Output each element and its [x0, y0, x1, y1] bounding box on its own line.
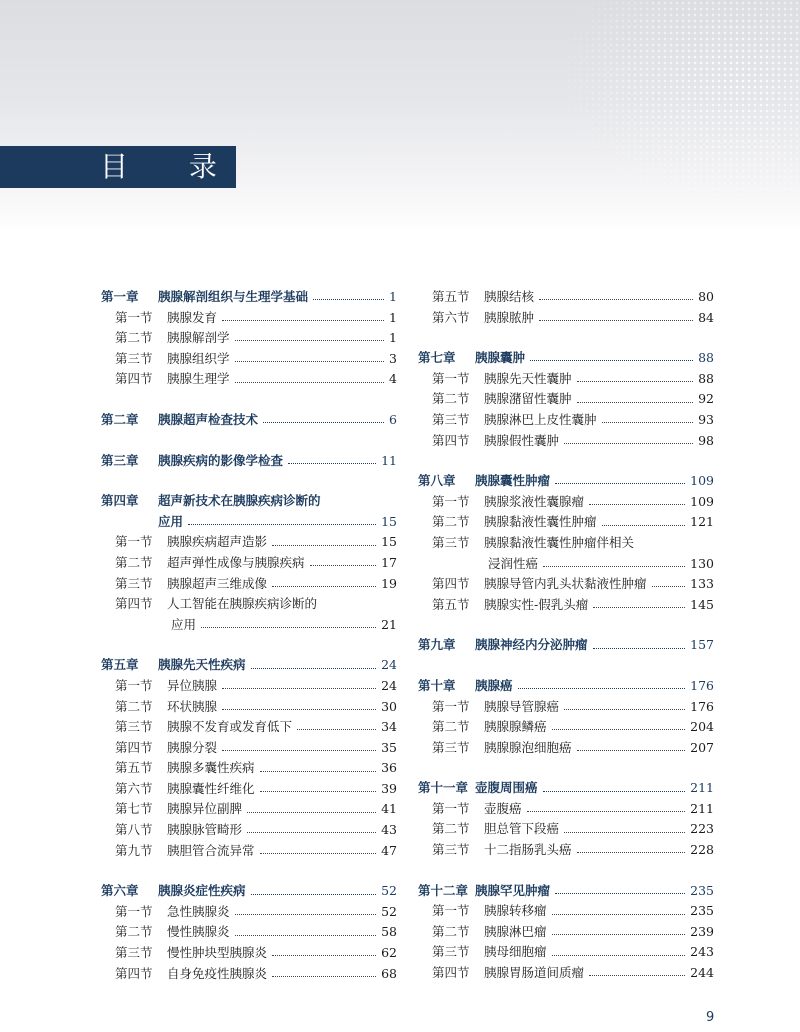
- toc-page-number: 62: [381, 945, 397, 961]
- section-number: 第四节: [115, 596, 153, 612]
- toc-section-row[interactable]: [418, 369, 714, 390]
- toc-section-row[interactable]: [101, 779, 397, 800]
- toc-chapter-row[interactable]: [418, 778, 714, 799]
- toc-section-row[interactable]: [101, 615, 397, 636]
- toc-page-number: 145: [690, 596, 714, 612]
- section-title: 胰腺先天性囊肿: [484, 370, 572, 386]
- dot-leader: [552, 913, 686, 915]
- toc-gap: [418, 615, 714, 635]
- chapter-number: 第十一章: [418, 780, 469, 796]
- toc-section-row[interactable]: [101, 697, 397, 718]
- toc-gap: [101, 431, 397, 451]
- chapter-number: 第一章: [101, 289, 139, 304]
- toc-page-number: 239: [690, 923, 714, 939]
- section-title: 胰腺假性囊肿: [484, 432, 560, 448]
- toc-section-row[interactable]: [418, 819, 714, 840]
- toc-page-number: 4: [389, 371, 397, 387]
- toc-chapter-row[interactable]: [101, 655, 397, 676]
- toc-section-row[interactable]: [418, 799, 714, 820]
- section-number: 第三节: [115, 350, 153, 366]
- section-number: 第二节: [432, 514, 470, 530]
- dot-leader: [272, 585, 376, 587]
- chapter-number: 第四章: [101, 493, 139, 509]
- toc-section-row[interactable]: [418, 922, 714, 943]
- dot-leader: [589, 503, 685, 505]
- dot-leader: [539, 319, 693, 321]
- toc-page-number: 98: [698, 432, 714, 448]
- section-title: 胰腺黏液性囊性肿瘤伴相关: [484, 534, 635, 550]
- dot-leader: [188, 523, 376, 525]
- toc-page-number: 21: [381, 616, 397, 632]
- toc-section-row[interactable]: [101, 758, 397, 779]
- section-title: 胰腺淋巴上皮性囊肿: [484, 411, 597, 427]
- toc-gap: [101, 390, 397, 410]
- section-number: 第三节: [115, 945, 153, 961]
- section-title: 胰腺组织学: [167, 350, 230, 366]
- toc-section-row[interactable]: [101, 369, 397, 390]
- section-title: 超声弹性成像与胰腺疾病: [167, 554, 305, 570]
- dot-leader: [602, 524, 686, 526]
- section-number: 第一节: [115, 309, 153, 325]
- toc-section-row[interactable]: [418, 512, 714, 533]
- dot-leader: [589, 974, 685, 976]
- section-title: 胰腺腺泡细胞癌: [484, 739, 572, 755]
- section-title: 急性胰腺炎: [167, 903, 230, 919]
- chapter-title: 胰腺疾病的影像学检查: [158, 452, 284, 468]
- toc-page-number: 52: [381, 883, 397, 899]
- section-number: 第二节: [432, 821, 470, 837]
- toc-page-number: 1: [389, 289, 397, 304]
- dot-leader: [552, 954, 686, 956]
- dot-leader: [235, 913, 377, 915]
- dot-leader: [260, 770, 377, 772]
- toc-section-row[interactable]: [418, 431, 714, 452]
- chapter-title: 壶腹周围癌: [475, 780, 538, 796]
- chapter-number: 第七章: [418, 350, 456, 366]
- dot-leader: [251, 893, 377, 895]
- toc-page-number: 1: [389, 330, 397, 346]
- chapter-title: 胰腺罕见肿瘤: [475, 882, 551, 898]
- toc-page-number: 228: [690, 842, 714, 858]
- toc-page-number: 24: [381, 677, 397, 693]
- toc-section-row[interactable]: [418, 554, 714, 575]
- dot-leader: [577, 851, 686, 853]
- toc-page-number: 68: [381, 965, 397, 981]
- dot-leader: [235, 934, 377, 936]
- section-title: 胰腺超声三维成像: [167, 575, 268, 591]
- section-number: 第三节: [115, 719, 153, 735]
- toc-section-row[interactable]: [101, 820, 397, 841]
- toc-section-row[interactable]: [101, 964, 397, 985]
- toc-section-row[interactable]: [418, 574, 714, 595]
- toc-page-number: 109: [690, 473, 714, 489]
- dot-leader: [564, 708, 685, 710]
- toc-page-number: 109: [690, 493, 714, 509]
- toc-page-number: 157: [690, 637, 714, 653]
- section-title: 胰腺囊性纤维化: [167, 780, 255, 796]
- toc-section-row[interactable]: [101, 902, 397, 923]
- toc-page-number: 43: [381, 822, 397, 838]
- section-number: 第七节: [115, 801, 153, 817]
- section-number: 第一节: [115, 903, 153, 919]
- toc-page-number: 133: [690, 576, 714, 592]
- section-title: 胰腺解剖学: [167, 330, 230, 346]
- toc-gap: [418, 758, 714, 778]
- section-title: 胰母细胞瘤: [484, 944, 547, 960]
- chapter-title: 胰腺炎症性疾病: [158, 883, 246, 899]
- dot-leader: [272, 544, 376, 546]
- dot-leader: [297, 728, 376, 730]
- dot-leader: [577, 380, 694, 382]
- dot-leader: [235, 339, 385, 341]
- section-title: 胆总管下段癌: [484, 821, 560, 837]
- dot-leader: [593, 606, 685, 608]
- toc-gap: [418, 861, 714, 881]
- dot-leader: [552, 728, 686, 730]
- toc-page-number: 243: [690, 944, 714, 960]
- section-number: 第二节: [115, 698, 153, 714]
- toc-chapter-row[interactable]: [418, 676, 714, 697]
- dot-leader: [555, 892, 685, 894]
- chapter-title: 应用: [158, 513, 184, 529]
- section-title: 胰腺不发育或发育低下: [167, 719, 293, 735]
- dot-leader: [518, 687, 686, 689]
- toc-chapter-row[interactable]: [101, 881, 397, 902]
- toc-section-row[interactable]: [101, 532, 397, 553]
- toc-gap: [418, 451, 714, 471]
- toc-page-number: 1: [389, 309, 397, 325]
- toc-page-number: 93: [698, 411, 714, 427]
- section-title: 胰腺实性-假乳头瘤: [484, 596, 589, 612]
- section-title: 人工智能在胰腺疾病诊断的: [167, 596, 318, 612]
- section-number: 第六节: [432, 309, 470, 325]
- toc-section-row[interactable]: [101, 349, 397, 370]
- dot-leader: [247, 831, 376, 833]
- section-title: 胰腺胃肠道间质瘤: [484, 965, 585, 981]
- dot-leader: [652, 585, 686, 587]
- header-dot-pattern: [560, 0, 800, 220]
- toc-page-number: 34: [381, 719, 397, 735]
- dot-leader: [313, 298, 384, 300]
- dot-leader: [564, 831, 685, 833]
- section-number: 第一节: [432, 493, 470, 509]
- toc-section-row[interactable]: [101, 799, 397, 820]
- section-title: 胰腺生理学: [167, 371, 230, 387]
- section-number: 第二节: [115, 924, 153, 940]
- section-title: 胰胆管合流异常: [167, 842, 255, 858]
- toc-page-number: 58: [381, 924, 397, 940]
- section-title: 慢性胰腺炎: [167, 924, 230, 940]
- toc-section-row[interactable]: [101, 308, 397, 329]
- section-title: 胰腺潴留性囊肿: [484, 391, 572, 407]
- toc-page-number: 3: [389, 350, 397, 366]
- toc-page-number: 235: [690, 882, 714, 898]
- toc-page-number: 244: [690, 965, 714, 981]
- toc-page-number: 80: [698, 289, 714, 304]
- section-title: 胰腺疾病超声造影: [167, 534, 268, 550]
- chapter-number: 第八章: [418, 473, 456, 489]
- section-number: 第四节: [115, 371, 153, 387]
- section-number: 第一节: [115, 534, 153, 550]
- section-number: 第五节: [115, 760, 153, 776]
- chapter-number: 第五章: [101, 657, 139, 673]
- dot-leader: [530, 359, 693, 361]
- chapter-number: 第二章: [101, 411, 139, 427]
- section-number: 第三节: [432, 411, 470, 427]
- dot-leader: [247, 811, 376, 813]
- section-title: 胰腺分裂: [167, 739, 218, 755]
- toc-section-row[interactable]: [101, 676, 397, 697]
- toc-section-row[interactable]: [101, 594, 397, 615]
- dot-leader: [260, 790, 377, 792]
- toc-section-row[interactable]: [101, 328, 397, 349]
- section-number: 第五节: [432, 596, 470, 612]
- toc-page-number: 30: [381, 698, 397, 714]
- section-number: 第三节: [432, 842, 470, 858]
- section-number: 第三节: [115, 575, 153, 591]
- toc-page-number: 92: [698, 391, 714, 407]
- section-number: 第二节: [432, 923, 470, 939]
- toc-section-row[interactable]: [101, 738, 397, 759]
- toc-section-row[interactable]: [101, 943, 397, 964]
- toc-section-row[interactable]: [418, 308, 714, 329]
- page-title: 目 录: [100, 150, 243, 183]
- section-title: 应用: [171, 616, 197, 632]
- toc-section-row[interactable]: [101, 717, 397, 738]
- dot-leader: [222, 749, 376, 751]
- section-number: 第一节: [432, 698, 470, 714]
- section-title: 胰腺浆液性囊腺瘤: [484, 493, 585, 509]
- toc-section-row[interactable]: [418, 901, 714, 922]
- toc-gap: [101, 861, 397, 881]
- chapter-number: 第九章: [418, 637, 456, 653]
- section-number: 第二节: [432, 719, 470, 735]
- dot-leader: [552, 933, 686, 935]
- toc-section-row[interactable]: [101, 574, 397, 595]
- dot-leader: [527, 810, 686, 812]
- section-number: 第一节: [432, 800, 470, 816]
- toc-section-row[interactable]: [418, 840, 714, 861]
- dot-leader: [263, 421, 384, 423]
- dot-leader: [222, 687, 376, 689]
- dot-leader: [602, 421, 694, 423]
- dot-leader: [539, 298, 693, 300]
- section-number: 第五节: [432, 289, 470, 304]
- toc-section-row[interactable]: [418, 287, 714, 308]
- chapter-title: 胰腺解剖组织与生理学基础: [158, 289, 309, 304]
- dot-leader: [260, 852, 377, 854]
- section-title: 胰腺脓肿: [484, 309, 535, 325]
- toc-page-number: 17: [381, 554, 397, 570]
- toc-page-number: 176: [690, 698, 714, 714]
- dot-leader: [543, 790, 686, 792]
- dot-leader: [222, 708, 376, 710]
- toc-page-number: 235: [690, 903, 714, 919]
- section-title: 自身免疫性胰腺炎: [167, 965, 268, 981]
- toc-page-number: 36: [381, 760, 397, 776]
- toc-section-row[interactable]: [418, 492, 714, 513]
- toc-chapter-row[interactable]: [418, 635, 714, 656]
- section-number: 第二节: [115, 330, 153, 346]
- dot-leader: [310, 564, 377, 566]
- toc-page-number: 19: [381, 575, 397, 591]
- section-title: 胰腺导管腺癌: [484, 698, 560, 714]
- section-title: 胰腺黏液性囊性肿瘤: [484, 514, 597, 530]
- section-number: 第一节: [432, 903, 470, 919]
- dot-leader: [235, 381, 385, 383]
- section-number: 第三节: [432, 739, 470, 755]
- toc-section-row[interactable]: [418, 595, 714, 616]
- chapter-number: 第六章: [101, 883, 139, 899]
- toc-chapter-row[interactable]: [418, 471, 714, 492]
- toc-page-number: 41: [381, 801, 397, 817]
- toc-section-row[interactable]: [418, 942, 714, 963]
- toc-section-row[interactable]: [418, 533, 714, 554]
- section-title: 胰腺多囊性疾病: [167, 760, 255, 776]
- toc-page-number: 39: [381, 780, 397, 796]
- toc-gap: [101, 635, 397, 655]
- toc-page-number: 6: [389, 411, 397, 427]
- toc-chapter-row[interactable]: [101, 512, 397, 533]
- chapter-number: 第十章: [418, 677, 456, 693]
- chapter-title: 超声新技术在胰腺疾病诊断的: [158, 493, 321, 509]
- section-number: 第二节: [432, 391, 470, 407]
- dot-leader: [564, 442, 693, 444]
- toc-gap: [418, 328, 714, 348]
- toc-section-row[interactable]: [418, 697, 714, 718]
- section-number: 第三节: [432, 534, 470, 550]
- toc-page-number: 211: [690, 800, 714, 816]
- dot-leader: [251, 667, 377, 669]
- section-title: 壶腹癌: [484, 800, 522, 816]
- dot-leader: [577, 749, 686, 751]
- section-number: 第四节: [432, 432, 470, 448]
- section-number: 第六节: [115, 780, 153, 796]
- toc-chapter-row[interactable]: [101, 287, 397, 308]
- chapter-title: 胰腺神经内分泌肿瘤: [475, 637, 588, 653]
- toc-page-number: 11: [381, 452, 397, 468]
- page-number: 9: [706, 1010, 715, 1025]
- section-number: 第三节: [432, 944, 470, 960]
- toc-section-row[interactable]: [418, 738, 714, 759]
- toc-section-row[interactable]: [418, 963, 714, 984]
- dot-leader: [235, 360, 385, 362]
- section-title: 慢性肿块型胰腺炎: [167, 945, 268, 961]
- section-title: 胰腺淋巴瘤: [484, 923, 547, 939]
- section-number: 第四节: [115, 965, 153, 981]
- toc-right-column: [418, 287, 714, 984]
- toc-page-number: 130: [690, 555, 714, 571]
- toc-page-number: 24: [381, 657, 397, 673]
- toc-page-number: 35: [381, 739, 397, 755]
- toc-page-number: 204: [690, 719, 714, 735]
- section-number: 第四节: [432, 965, 470, 981]
- section-number: 第二节: [115, 554, 153, 570]
- toc-page-number: 84: [698, 309, 714, 325]
- section-number: 第八节: [115, 822, 153, 838]
- dot-leader: [543, 565, 685, 567]
- chapter-title: 胰腺囊性肿瘤: [475, 473, 551, 489]
- section-title: 胰腺发育: [167, 309, 218, 325]
- dot-leader: [555, 482, 685, 484]
- toc-section-row[interactable]: [101, 922, 397, 943]
- section-title: 胰腺结核: [484, 289, 535, 304]
- section-title: 胰腺异位副脾: [167, 801, 243, 817]
- toc-page-number: 15: [381, 534, 397, 550]
- toc-page-number: 176: [690, 677, 714, 693]
- chapter-title: 胰腺囊肿: [475, 350, 526, 366]
- toc-page-number: 52: [381, 903, 397, 919]
- chapter-title: 胰腺超声检查技术: [158, 411, 259, 427]
- toc-page-number: 207: [690, 739, 714, 755]
- toc-page-number: 47: [381, 842, 397, 858]
- chapter-number: 第三章: [101, 452, 139, 468]
- toc-left-column: [101, 287, 397, 984]
- toc-section-row[interactable]: [418, 410, 714, 431]
- chapter-title: 胰腺癌: [475, 677, 513, 693]
- dot-leader: [272, 975, 376, 977]
- section-number: 第九节: [115, 842, 153, 858]
- section-title: 胰腺转移瘤: [484, 903, 547, 919]
- dot-leader: [288, 462, 376, 464]
- chapter-number: 第十二章: [418, 882, 469, 898]
- toc-page-number: 88: [698, 370, 714, 386]
- section-number: 第一节: [115, 677, 153, 693]
- section-title: 胰腺导管内乳头状黏液性肿瘤: [484, 576, 647, 592]
- toc-chapter-row[interactable]: [418, 881, 714, 902]
- toc-section-row[interactable]: [418, 389, 714, 410]
- toc-page-number: 121: [690, 514, 714, 530]
- section-title: 异位胰腺: [167, 677, 218, 693]
- toc-section-row[interactable]: [101, 841, 397, 862]
- section-title: 胰腺腺鳞癌: [484, 719, 547, 735]
- chapter-title: 胰腺先天性疾病: [158, 657, 246, 673]
- section-number: 第一节: [432, 370, 470, 386]
- toc-chapter-row[interactable]: [418, 348, 714, 369]
- toc-section-row[interactable]: [418, 717, 714, 738]
- section-title: 浸润性癌: [488, 555, 539, 571]
- section-title: 环状胰腺: [167, 698, 218, 714]
- toc-chapter-row[interactable]: [101, 410, 397, 431]
- section-title: 十二指肠乳头癌: [484, 842, 572, 858]
- toc-section-row[interactable]: [101, 553, 397, 574]
- toc-gap: [101, 471, 397, 491]
- toc-gap: [418, 656, 714, 676]
- section-number: 第四节: [115, 739, 153, 755]
- toc-page-number: 88: [698, 350, 714, 366]
- section-number: 第四节: [432, 576, 470, 592]
- toc-chapter-row[interactable]: [101, 491, 397, 512]
- toc-page-number: 223: [690, 821, 714, 837]
- toc-page-number: 211: [690, 780, 714, 796]
- dot-leader: [201, 626, 376, 628]
- dot-leader: [272, 954, 376, 956]
- dot-leader: [222, 319, 384, 321]
- toc-page-number: 15: [381, 513, 397, 529]
- dot-leader: [577, 401, 694, 403]
- toc-chapter-row[interactable]: [101, 451, 397, 472]
- dot-leader: [593, 647, 686, 649]
- section-title: 胰腺脉管畸形: [167, 822, 243, 838]
